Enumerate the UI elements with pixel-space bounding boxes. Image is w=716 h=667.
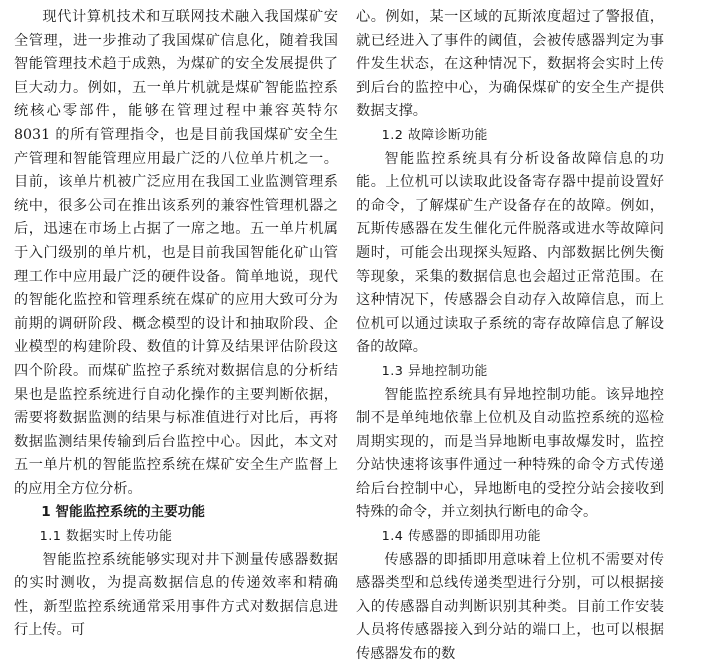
paragraph-1-4: 传感器的即插即用意味着上位机不需要对传感器类型和总线传递类型进行分别，可以根据接入的传感器自动判断识别其种类。目前工作安装人员将传感器接入到分站的端口上，也可以根据传感器发布的数: [356, 551, 664, 663]
paragraph-1-2: 智能监控系统具有分析设备故障信息的功能。上位机可以读取此设备寄存器中提前设置好的命令，了解煤矿生产设备存在的故障。例如，瓦斯传感器在发生催化元件脱落或进水等故障问题时，可能会出现探头短路、内部数据比例失衡等现象，采集的数据信息也会超过正常范围。在这种情况下，传感器会自动存入故障信息，而上位机可以通过读取子系统的寄存故障信息了解设备的故障。: [356, 150, 664, 356]
section-heading-1: 1 智能监控系统的主要功能: [41, 504, 205, 521]
paragraph-1-1: 智能监控系统能够实现对井下测量传感器数据的实时测收，为提高数据信息的传递效率和精确性，新型监控系统通常采用事件方式对数据信息进行上传。可: [14, 551, 338, 639]
intro-paragraph: 现代计算机技术和互联网技术融入我国煤矿安全管理，进一步推动了我国煤矿信息化，随着我国智能管理技术趋于成熟，为煤矿的安全发展提供了巨大动力。例如，五一单片机就是煤矿智能监控系统核心零部件，能够在管理过程中兼容英特尔 8031 的所有管理指令，也是目前我国煤矿安全生产管理和智能管理应用最广泛的八位单片机之一。目前，该单片机被广泛应用在我国工业监测管理系统中，很多公司在推出该系列的兼容性管理机器之后，迅速在市场上占据了一席之地。五一单片机属于入门级别的单片机，也是目前我国智能化矿山管理工作中应用最广泛的硬件设备。简单地说，现代的智能化监控和管理系统在煤矿的应用大致可分为前期的调研阶段、概念模型的设计和抽取阶段、企业模型的构建阶段、数值的计算及结果评估阶段这四个阶段。而煤矿监控子系统对数据信息的分析结果也是监控系统进行自动化操作的主要判断依据，需要将数据监测的结果与标准值进行对比后，再将数据监测结果传输到后台监控中心。因此，本文对五一单片机的智能监控系统在煤矿安全生产监督上的应用全方位分析。: [14, 9, 338, 497]
paragraph-1-3: 智能监控系统具有异地控制功能。该异地控制不是单纯地依靠上位机及自动监控系统的巡检周期实现的，而是当异地断电事故爆发时，监控分站快速将该事件通过一种特殊的命令方式传递给后台控制中心，异地断电的受控分站会接收到特殊的命令，并立刻执行断电的命令。: [356, 386, 664, 521]
left-column: [14, 6, 338, 643]
subsection-heading-1-2: 1.2 故障诊断功能: [381, 127, 488, 143]
right-column: [356, 6, 664, 667]
paragraph-1-1-continued: 心。例如，某一区域的瓦斯浓度超过了警报值，就已经进入了事件的阈值，会被传感器判定为事件发生状态，在这种情况下，数据将会实时上传到后台的监控中心，为确保煤矿的安全生产提供数据支撑。: [356, 9, 664, 120]
subsection-heading-1-4: 1.4 传感器的即插即用功能: [381, 529, 541, 545]
subsection-heading-1-3: 1.3 异地控制功能: [381, 363, 488, 379]
subsection-heading-1-1: 1.1 数据实时上传功能: [39, 529, 173, 545]
